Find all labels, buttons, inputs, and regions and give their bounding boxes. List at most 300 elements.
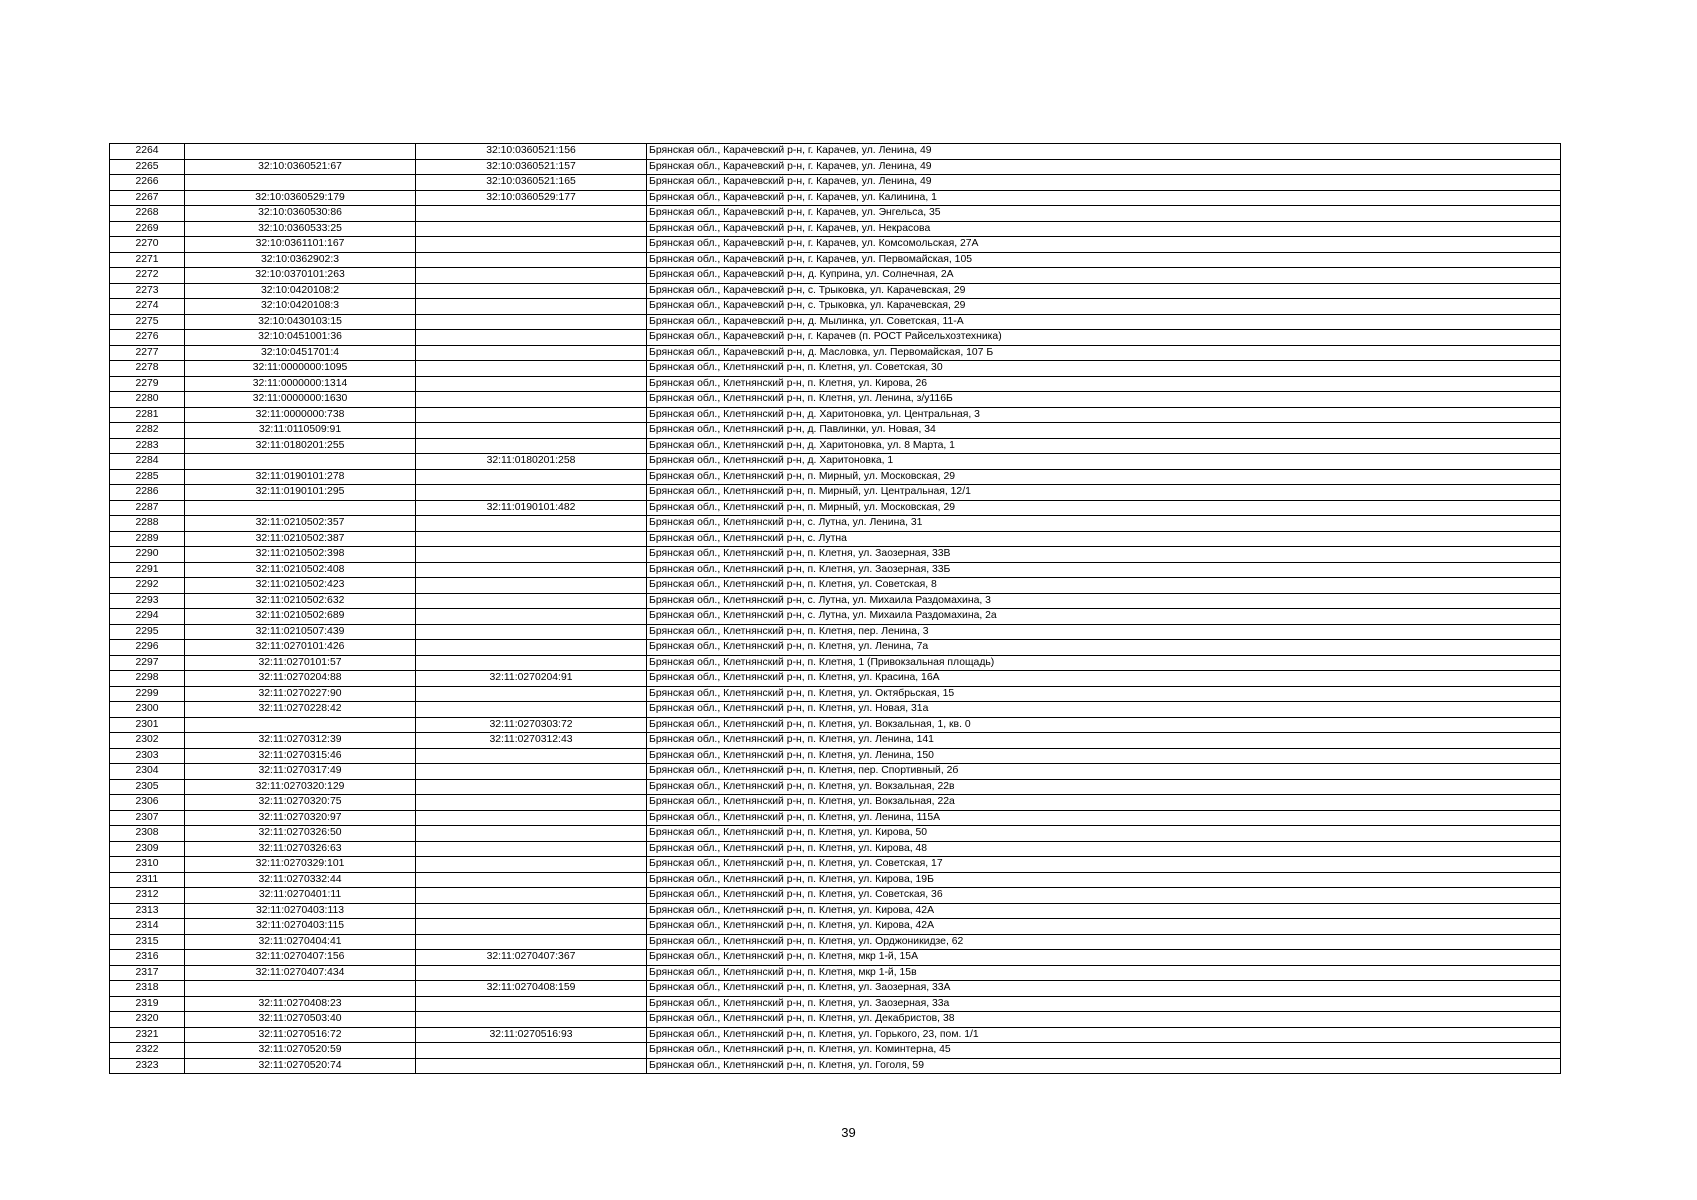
- land-cadastral-number-cell: 32:10:0362902:3: [185, 252, 416, 268]
- land-cadastral-number-cell: 32:11:0270320:97: [185, 810, 416, 826]
- row-number-cell: 2270: [110, 237, 185, 253]
- building-cadastral-number-cell: [416, 779, 647, 795]
- building-cadastral-number-cell: [416, 221, 647, 237]
- table-row: [110, 841, 1561, 857]
- address-cell: Брянская обл., Клетнянский р-н, п. Клетня, ул. Ленина, 150: [647, 748, 1561, 764]
- building-cadastral-number-cell: [416, 438, 647, 454]
- table-row: [110, 562, 1561, 578]
- address-cell: Брянская обл., Клетнянский р-н, п. Клетня, ул. Заозерная, 33А: [647, 981, 1561, 997]
- table-row: [110, 1012, 1561, 1028]
- row-number-cell: 2301: [110, 717, 185, 733]
- row-number-cell: 2303: [110, 748, 185, 764]
- row-number-cell: 2276: [110, 330, 185, 346]
- building-cadastral-number-cell: [416, 345, 647, 361]
- row-number-cell: 2323: [110, 1058, 185, 1074]
- table-row: [110, 624, 1561, 640]
- address-cell: Брянская обл., Клетнянский р-н, п. Клетня, ул. Вокзальная, 22а: [647, 795, 1561, 811]
- row-number-cell: 2312: [110, 888, 185, 904]
- land-cadastral-number-cell: 32:11:0210502:423: [185, 578, 416, 594]
- address-cell: Брянская обл., Клетнянский р-н, п. Клетня, ул. Ленина, 115А: [647, 810, 1561, 826]
- row-number-cell: 2289: [110, 531, 185, 547]
- row-number-cell: 2288: [110, 516, 185, 532]
- land-cadastral-number-cell: 32:11:0210502:398: [185, 547, 416, 563]
- table-row: [110, 376, 1561, 392]
- building-cadastral-number-cell: [416, 516, 647, 532]
- land-cadastral-number-cell: 32:10:0370101:263: [185, 268, 416, 284]
- row-number-cell: 2298: [110, 671, 185, 687]
- table-row: [110, 283, 1561, 299]
- row-number-cell: 2314: [110, 919, 185, 935]
- address-cell: Брянская обл., Клетнянский р-н, д. Павлинки, ул. Новая, 34: [647, 423, 1561, 439]
- row-number-cell: 2295: [110, 624, 185, 640]
- address-cell: Брянская обл., Клетнянский р-н, п. Клетня, ул. Советская, 8: [647, 578, 1561, 594]
- address-cell: Брянская обл., Клетнянский р-н, п. Клетня, ул. Кирова, 48: [647, 841, 1561, 857]
- land-cadastral-number-cell: 32:11:0270101:57: [185, 655, 416, 671]
- table-row: [110, 190, 1561, 206]
- building-cadastral-number-cell: [416, 702, 647, 718]
- building-cadastral-number-cell: [416, 872, 647, 888]
- building-cadastral-number-cell: 32:11:0270312:43: [416, 733, 647, 749]
- address-cell: Брянская обл., Клетнянский р-н, п. Клетня, ул. Кирова, 42А: [647, 919, 1561, 935]
- land-cadastral-number-cell: 32:11:0270315:46: [185, 748, 416, 764]
- row-number-cell: 2318: [110, 981, 185, 997]
- table-row: [110, 299, 1561, 315]
- table-row: [110, 314, 1561, 330]
- address-cell: Брянская обл., Клетнянский р-н, п. Клетня, ул. Заозерная, 33В: [647, 547, 1561, 563]
- row-number-cell: 2278: [110, 361, 185, 377]
- address-cell: Брянская обл., Клетнянский р-н, п. Клетня, ул. Советская, 36: [647, 888, 1561, 904]
- table-row: [110, 826, 1561, 842]
- address-cell: Брянская обл., Клетнянский р-н, п. Клетня, ул. Горького, 23, пом. 1/1: [647, 1027, 1561, 1043]
- row-number-cell: 2315: [110, 934, 185, 950]
- table-row: [110, 702, 1561, 718]
- address-cell: Брянская обл., Клетнянский р-н, п. Клетня, ул. Гоголя, 59: [647, 1058, 1561, 1074]
- table-row: [110, 500, 1561, 516]
- address-cell: Брянская обл., Карачевский р-н, с. Трыковка, ул. Карачевская, 29: [647, 283, 1561, 299]
- building-cadastral-number-cell: [416, 857, 647, 873]
- land-cadastral-number-cell: 32:11:0270326:50: [185, 826, 416, 842]
- building-cadastral-number-cell: 32:11:0270303:72: [416, 717, 647, 733]
- land-cadastral-number-cell: [185, 175, 416, 191]
- row-number-cell: 2277: [110, 345, 185, 361]
- building-cadastral-number-cell: [416, 314, 647, 330]
- table-row: [110, 748, 1561, 764]
- land-cadastral-number-cell: 32:11:0270407:156: [185, 950, 416, 966]
- row-number-cell: 2281: [110, 407, 185, 423]
- address-cell: Брянская обл., Клетнянский р-н, п. Клетня, ул. Декабристов, 38: [647, 1012, 1561, 1028]
- building-cadastral-number-cell: [416, 392, 647, 408]
- land-cadastral-number-cell: [185, 454, 416, 470]
- land-cadastral-number-cell: 32:11:0270407:434: [185, 965, 416, 981]
- table-row: [110, 407, 1561, 423]
- building-cadastral-number-cell: [416, 593, 647, 609]
- table-row: [110, 671, 1561, 687]
- table-row: [110, 934, 1561, 950]
- building-cadastral-number-cell: [416, 268, 647, 284]
- address-cell: Брянская обл., Клетнянский р-н, п. Клетня, ул. Советская, 17: [647, 857, 1561, 873]
- building-cadastral-number-cell: [416, 376, 647, 392]
- address-cell: Брянская обл., Клетнянский р-н, п. Клетня, ул. Коминтерна, 45: [647, 1043, 1561, 1059]
- land-cadastral-number-cell: 32:11:0270101:426: [185, 640, 416, 656]
- row-number-cell: 2294: [110, 609, 185, 625]
- land-cadastral-number-cell: 32:11:0270320:75: [185, 795, 416, 811]
- land-cadastral-number-cell: 32:11:0270520:59: [185, 1043, 416, 1059]
- building-cadastral-number-cell: [416, 764, 647, 780]
- building-cadastral-number-cell: [416, 888, 647, 904]
- row-number-cell: 2304: [110, 764, 185, 780]
- row-number-cell: 2280: [110, 392, 185, 408]
- building-cadastral-number-cell: [416, 996, 647, 1012]
- table-row: [110, 888, 1561, 904]
- row-number-cell: 2268: [110, 206, 185, 222]
- building-cadastral-number-cell: [416, 1012, 647, 1028]
- building-cadastral-number-cell: [416, 624, 647, 640]
- building-cadastral-number-cell: 32:10:0360521:156: [416, 144, 647, 160]
- building-cadastral-number-cell: [416, 640, 647, 656]
- land-cadastral-number-cell: 32:11:0270520:74: [185, 1058, 416, 1074]
- address-cell: Брянская обл., Клетнянский р-н, п. Клетня, ул. Ленина, 141: [647, 733, 1561, 749]
- table-row: [110, 516, 1561, 532]
- land-cadastral-number-cell: 32:11:0000000:1314: [185, 376, 416, 392]
- land-cadastral-number-cell: 32:11:0210502:689: [185, 609, 416, 625]
- row-number-cell: 2275: [110, 314, 185, 330]
- land-cadastral-number-cell: 32:10:0360521:67: [185, 159, 416, 175]
- building-cadastral-number-cell: [416, 562, 647, 578]
- building-cadastral-number-cell: [416, 795, 647, 811]
- land-cadastral-number-cell: 32:11:0270329:101: [185, 857, 416, 873]
- building-cadastral-number-cell: [416, 609, 647, 625]
- row-number-cell: 2299: [110, 686, 185, 702]
- land-cadastral-number-cell: 32:10:0420108:2: [185, 283, 416, 299]
- row-number-cell: 2293: [110, 593, 185, 609]
- table-row: [110, 392, 1561, 408]
- table-row: [110, 593, 1561, 609]
- address-cell: Брянская обл., Клетнянский р-н, д. Харитоновка, ул. Центральная, 3: [647, 407, 1561, 423]
- address-cell: Брянская обл., Клетнянский р-н, п. Мирный, ул. Московская, 29: [647, 500, 1561, 516]
- table-row: [110, 221, 1561, 237]
- building-cadastral-number-cell: [416, 903, 647, 919]
- table-row: [110, 609, 1561, 625]
- building-cadastral-number-cell: [416, 299, 647, 315]
- row-number-cell: 2321: [110, 1027, 185, 1043]
- table-row: [110, 919, 1561, 935]
- building-cadastral-number-cell: 32:11:0180201:258: [416, 454, 647, 470]
- row-number-cell: 2266: [110, 175, 185, 191]
- row-number-cell: 2292: [110, 578, 185, 594]
- row-number-cell: 2265: [110, 159, 185, 175]
- row-number-cell: 2291: [110, 562, 185, 578]
- table-row: [110, 485, 1561, 501]
- address-cell: Брянская обл., Клетнянский р-н, п. Клетня, ул. Кирова, 42А: [647, 903, 1561, 919]
- building-cadastral-number-cell: [416, 469, 647, 485]
- building-cadastral-number-cell: 32:11:0270407:367: [416, 950, 647, 966]
- row-number-cell: 2313: [110, 903, 185, 919]
- table-row: [110, 686, 1561, 702]
- land-cadastral-number-cell: 32:11:0270503:40: [185, 1012, 416, 1028]
- address-cell: Брянская обл., Клетнянский р-н, п. Клетня, ул. Октябрьская, 15: [647, 686, 1561, 702]
- row-number-cell: 2309: [110, 841, 185, 857]
- table-row: [110, 206, 1561, 222]
- row-number-cell: 2297: [110, 655, 185, 671]
- table-row: [110, 330, 1561, 346]
- building-cadastral-number-cell: [416, 934, 647, 950]
- row-number-cell: 2271: [110, 252, 185, 268]
- building-cadastral-number-cell: 32:10:0360529:177: [416, 190, 647, 206]
- row-number-cell: 2310: [110, 857, 185, 873]
- table-row: [110, 764, 1561, 780]
- row-number-cell: 2283: [110, 438, 185, 454]
- address-cell: Брянская обл., Клетнянский р-н, п. Клетня, пер. Спортивный, 2б: [647, 764, 1561, 780]
- building-cadastral-number-cell: [416, 531, 647, 547]
- address-cell: Брянская обл., Карачевский р-н, д. Масловка, ул. Первомайская, 107 Б: [647, 345, 1561, 361]
- address-cell: Брянская обл., Клетнянский р-н, п. Клетня, ул. Орджоникидзе, 62: [647, 934, 1561, 950]
- land-cadastral-number-cell: 32:11:0000000:1630: [185, 392, 416, 408]
- building-cadastral-number-cell: 32:11:0270408:159: [416, 981, 647, 997]
- address-cell: Брянская обл., Клетнянский р-н, п. Клетня, ул. Кирова, 19Б: [647, 872, 1561, 888]
- land-cadastral-number-cell: 32:11:0210502:632: [185, 593, 416, 609]
- row-number-cell: 2319: [110, 996, 185, 1012]
- land-cadastral-number-cell: 32:10:0420108:3: [185, 299, 416, 315]
- table-row: [110, 578, 1561, 594]
- land-cadastral-number-cell: 32:11:0210502:357: [185, 516, 416, 532]
- row-number-cell: 2267: [110, 190, 185, 206]
- land-cadastral-number-cell: 32:11:0270312:39: [185, 733, 416, 749]
- row-number-cell: 2317: [110, 965, 185, 981]
- table-row: [110, 903, 1561, 919]
- row-number-cell: 2305: [110, 779, 185, 795]
- row-number-cell: 2269: [110, 221, 185, 237]
- address-cell: Брянская обл., Клетнянский р-н, п. Мирный, ул. Московская, 29: [647, 469, 1561, 485]
- table-row: [110, 423, 1561, 439]
- building-cadastral-number-cell: [416, 206, 647, 222]
- land-cadastral-number-cell: [185, 717, 416, 733]
- building-cadastral-number-cell: [416, 686, 647, 702]
- row-number-cell: 2311: [110, 872, 185, 888]
- address-cell: Брянская обл., Клетнянский р-н, п. Клетня, ул. Советская, 30: [647, 361, 1561, 377]
- address-cell: Брянская обл., Клетнянский р-н, п. Клетня, ул. Заозерная, 33а: [647, 996, 1561, 1012]
- land-cadastral-number-cell: 32:11:0000000:738: [185, 407, 416, 423]
- table-row: [110, 640, 1561, 656]
- table-row: [110, 857, 1561, 873]
- building-cadastral-number-cell: [416, 423, 647, 439]
- row-number-cell: 2284: [110, 454, 185, 470]
- address-cell: Брянская обл., Карачевский р-н, г. Карачев, ул. Энгельса, 35: [647, 206, 1561, 222]
- row-number-cell: 2306: [110, 795, 185, 811]
- table-row: [110, 469, 1561, 485]
- land-cadastral-number-cell: 32:11:0270320:129: [185, 779, 416, 795]
- building-cadastral-number-cell: [416, 485, 647, 501]
- table-row: [110, 1027, 1561, 1043]
- table-row: [110, 810, 1561, 826]
- land-cadastral-number-cell: 32:10:0451001:36: [185, 330, 416, 346]
- table-row: [110, 361, 1561, 377]
- address-cell: Брянская обл., Клетнянский р-н, п. Мирный, ул. Центральная, 12/1: [647, 485, 1561, 501]
- land-cadastral-number-cell: 32:11:0270516:72: [185, 1027, 416, 1043]
- building-cadastral-number-cell: [416, 748, 647, 764]
- building-cadastral-number-cell: [416, 1043, 647, 1059]
- row-number-cell: 2307: [110, 810, 185, 826]
- table-row: [110, 175, 1561, 191]
- building-cadastral-number-cell: [416, 965, 647, 981]
- land-cadastral-number-cell: [185, 981, 416, 997]
- register-table: [109, 143, 1561, 1074]
- table-row: [110, 1043, 1561, 1059]
- address-cell: Брянская обл., Клетнянский р-н, п. Клетня, ул. Красина, 16А: [647, 671, 1561, 687]
- building-cadastral-number-cell: 32:11:0270516:93: [416, 1027, 647, 1043]
- address-cell: Брянская обл., Клетнянский р-н, п. Клетня, 1 (Привокзальная площадь): [647, 655, 1561, 671]
- building-cadastral-number-cell: [416, 841, 647, 857]
- land-cadastral-number-cell: 32:11:0270403:115: [185, 919, 416, 935]
- land-cadastral-number-cell: 32:11:0270404:41: [185, 934, 416, 950]
- land-cadastral-number-cell: 32:10:0360533:25: [185, 221, 416, 237]
- table-row: [110, 965, 1561, 981]
- building-cadastral-number-cell: [416, 547, 647, 563]
- table-row: [110, 733, 1561, 749]
- table-row: [110, 159, 1561, 175]
- row-number-cell: 2282: [110, 423, 185, 439]
- table-row: [110, 345, 1561, 361]
- building-cadastral-number-cell: 32:10:0360521:165: [416, 175, 647, 191]
- row-number-cell: 2272: [110, 268, 185, 284]
- address-cell: Брянская обл., Клетнянский р-н, п. Клетня, ул. Новая, 31а: [647, 702, 1561, 718]
- row-number-cell: 2287: [110, 500, 185, 516]
- address-cell: Брянская обл., Клетнянский р-н, с. Лутна, ул. Ленина, 31: [647, 516, 1561, 532]
- row-number-cell: 2316: [110, 950, 185, 966]
- land-cadastral-number-cell: 32:11:0270317:49: [185, 764, 416, 780]
- address-cell: Брянская обл., Клетнянский р-н, п. Клетня, пер. Ленина, 3: [647, 624, 1561, 640]
- address-cell: Брянская обл., Клетнянский р-н, с. Лутна: [647, 531, 1561, 547]
- land-cadastral-number-cell: 32:10:0430103:15: [185, 314, 416, 330]
- address-cell: Брянская обл., Клетнянский р-н, п. Клетня, ул. Ленина, 7а: [647, 640, 1561, 656]
- land-cadastral-number-cell: 32:11:0000000:1095: [185, 361, 416, 377]
- building-cadastral-number-cell: 32:11:0270204:91: [416, 671, 647, 687]
- table-row: [110, 950, 1561, 966]
- table-row: [110, 717, 1561, 733]
- address-cell: Брянская обл., Карачевский р-н, г. Карачев, ул. Ленина, 49: [647, 175, 1561, 191]
- row-number-cell: 2300: [110, 702, 185, 718]
- building-cadastral-number-cell: [416, 330, 647, 346]
- row-number-cell: 2279: [110, 376, 185, 392]
- land-cadastral-number-cell: 32:11:0270228:42: [185, 702, 416, 718]
- address-cell: Брянская обл., Клетнянский р-н, п. Клетня, ул. Заозерная, 33Б: [647, 562, 1561, 578]
- address-cell: Брянская обл., Клетнянский р-н, п. Клетня, ул. Ленина, з/у116Б: [647, 392, 1561, 408]
- address-cell: Брянская обл., Клетнянский р-н, п. Клетня, ул. Вокзальная, 1, кв. 0: [647, 717, 1561, 733]
- row-number-cell: 2290: [110, 547, 185, 563]
- register-body: [110, 144, 1561, 1074]
- land-cadastral-number-cell: 32:11:0210502:408: [185, 562, 416, 578]
- land-cadastral-number-cell: 32:11:0180201:255: [185, 438, 416, 454]
- table-row: [110, 779, 1561, 795]
- building-cadastral-number-cell: [416, 283, 647, 299]
- land-cadastral-number-cell: 32:11:0270403:113: [185, 903, 416, 919]
- row-number-cell: 2302: [110, 733, 185, 749]
- address-cell: Брянская обл., Карачевский р-н, г. Карачев, ул. Калинина, 1: [647, 190, 1561, 206]
- building-cadastral-number-cell: [416, 578, 647, 594]
- land-cadastral-number-cell: 32:11:0190101:278: [185, 469, 416, 485]
- row-number-cell: 2274: [110, 299, 185, 315]
- address-cell: Брянская обл., Карачевский р-н, д. Куприна, ул. Солнечная, 2А: [647, 268, 1561, 284]
- land-cadastral-number-cell: 32:10:0361101:167: [185, 237, 416, 253]
- land-cadastral-number-cell: 32:11:0270326:63: [185, 841, 416, 857]
- row-number-cell: 2285: [110, 469, 185, 485]
- address-cell: Брянская обл., Клетнянский р-н, п. Клетня, мкр 1-й, 15А: [647, 950, 1561, 966]
- row-number-cell: 2296: [110, 640, 185, 656]
- address-cell: Брянская обл., Клетнянский р-н, с. Лутна, ул. Михаила Раздомахина, 3: [647, 593, 1561, 609]
- row-number-cell: 2273: [110, 283, 185, 299]
- table-row: [110, 237, 1561, 253]
- table-row: [110, 981, 1561, 997]
- building-cadastral-number-cell: [416, 1058, 647, 1074]
- land-cadastral-number-cell: 32:11:0270227:90: [185, 686, 416, 702]
- address-cell: Брянская обл., Клетнянский р-н, п. Клетня, ул. Кирова, 26: [647, 376, 1561, 392]
- row-number-cell: 2264: [110, 144, 185, 160]
- building-cadastral-number-cell: [416, 252, 647, 268]
- table-row: [110, 872, 1561, 888]
- address-cell: Брянская обл., Клетнянский р-н, д. Харитоновка, ул. 8 Марта, 1: [647, 438, 1561, 454]
- building-cadastral-number-cell: [416, 407, 647, 423]
- land-cadastral-number-cell: 32:10:0451701:4: [185, 345, 416, 361]
- building-cadastral-number-cell: 32:11:0190101:482: [416, 500, 647, 516]
- table-row: [110, 531, 1561, 547]
- building-cadastral-number-cell: [416, 655, 647, 671]
- address-cell: Брянская обл., Карачевский р-н, г. Карачев, ул. Ленина, 49: [647, 144, 1561, 160]
- table-row: [110, 268, 1561, 284]
- address-cell: Брянская обл., Клетнянский р-н, п. Клетня, мкр 1-й, 15в: [647, 965, 1561, 981]
- address-cell: Брянская обл., Клетнянский р-н, д. Харитоновка, 1: [647, 454, 1561, 470]
- land-cadastral-number-cell: 32:11:0190101:295: [185, 485, 416, 501]
- land-cadastral-number-cell: 32:11:0270408:23: [185, 996, 416, 1012]
- address-cell: Брянская обл., Карачевский р-н, г. Карачев (п. РОСТ Райсельхозтехника): [647, 330, 1561, 346]
- address-cell: Брянская обл., Карачевский р-н, г. Карачев, ул. Ленина, 49: [647, 159, 1561, 175]
- row-number-cell: 2320: [110, 1012, 185, 1028]
- table-row: [110, 655, 1561, 671]
- land-cadastral-number-cell: [185, 500, 416, 516]
- table-row: [110, 1058, 1561, 1074]
- land-cadastral-number-cell: 32:11:0270204:88: [185, 671, 416, 687]
- address-cell: Брянская обл., Карачевский р-н, г. Карачев, ул. Некрасова: [647, 221, 1561, 237]
- address-cell: Брянская обл., Карачевский р-н, с. Трыковка, ул. Карачевская, 29: [647, 299, 1561, 315]
- building-cadastral-number-cell: [416, 919, 647, 935]
- table-row: [110, 454, 1561, 470]
- address-cell: Брянская обл., Карачевский р-н, г. Карачев, ул. Первомайская, 105: [647, 252, 1561, 268]
- land-cadastral-number-cell: 32:11:0210507:439: [185, 624, 416, 640]
- land-cadastral-number-cell: 32:10:0360530:86: [185, 206, 416, 222]
- table-row: [110, 438, 1561, 454]
- row-number-cell: 2322: [110, 1043, 185, 1059]
- land-cadastral-number-cell: 32:11:0270401:11: [185, 888, 416, 904]
- row-number-cell: 2286: [110, 485, 185, 501]
- building-cadastral-number-cell: 32:10:0360521:157: [416, 159, 647, 175]
- page-number: 39: [841, 1125, 856, 1140]
- land-cadastral-number-cell: 32:11:0110509:91: [185, 423, 416, 439]
- address-cell: Брянская обл., Клетнянский р-н, п. Клетня, ул. Кирова, 50: [647, 826, 1561, 842]
- address-cell: Брянская обл., Клетнянский р-н, п. Клетня, ул. Вокзальная, 22в: [647, 779, 1561, 795]
- address-cell: Брянская обл., Карачевский р-н, г. Карачев, ул. Комсомольская, 27А: [647, 237, 1561, 253]
- land-cadastral-number-cell: 32:11:0210502:387: [185, 531, 416, 547]
- land-cadastral-number-cell: [185, 144, 416, 160]
- table-row: [110, 144, 1561, 160]
- address-cell: Брянская обл., Карачевский р-н, д. Мылинка, ул. Советская, 11-А: [647, 314, 1561, 330]
- table-row: [110, 795, 1561, 811]
- table-row: [110, 547, 1561, 563]
- table-row: [110, 996, 1561, 1012]
- table-row: [110, 252, 1561, 268]
- land-cadastral-number-cell: 32:11:0270332:44: [185, 872, 416, 888]
- building-cadastral-number-cell: [416, 361, 647, 377]
- land-cadastral-number-cell: 32:10:0360529:179: [185, 190, 416, 206]
- address-cell: Брянская обл., Клетнянский р-н, с. Лутна, ул. Михаила Раздомахина, 2а: [647, 609, 1561, 625]
- building-cadastral-number-cell: [416, 826, 647, 842]
